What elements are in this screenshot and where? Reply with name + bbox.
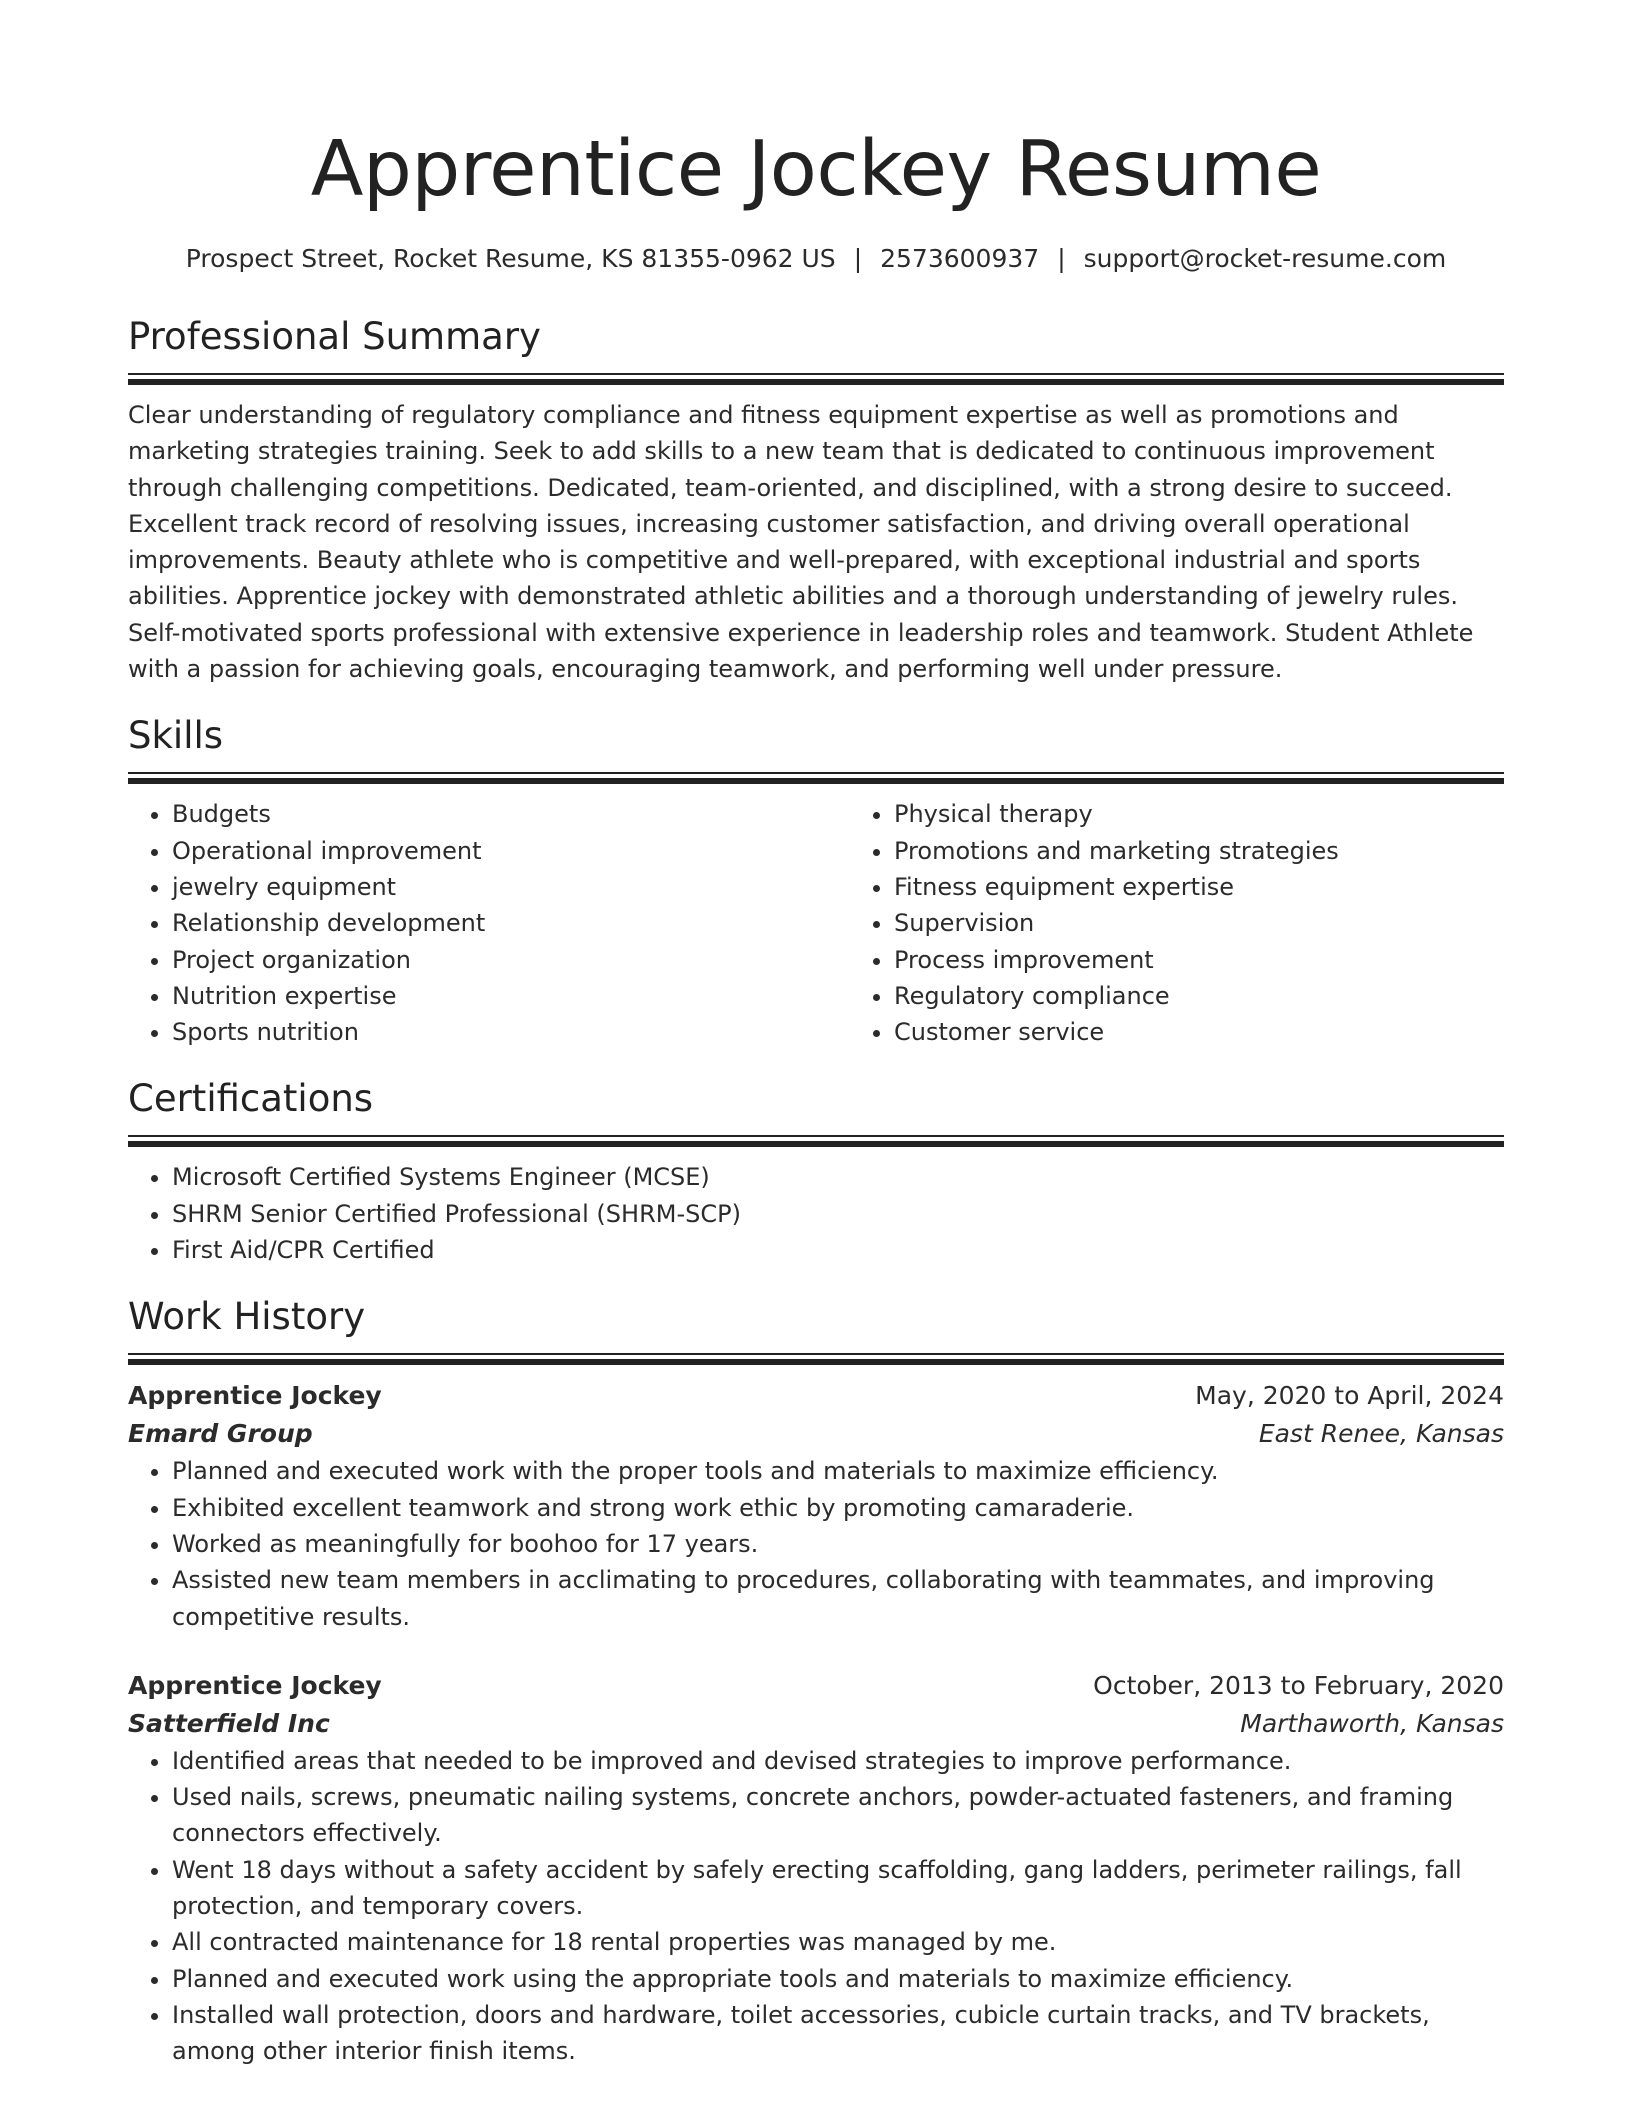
skill-item: • Relationship development	[172, 905, 850, 941]
job-bullet: • Used nails, screws, pneumatic nailing systems, concrete anchors, powder-actuated fasteners, and framing connectors effectively.	[172, 1779, 1504, 1852]
summary-heading: Professional Summary	[128, 315, 541, 358]
contact-email: support@rocket-resume.com	[1083, 244, 1447, 273]
work-history-section	[128, 1294, 1504, 2069]
job-header	[128, 1377, 1504, 1415]
certifications-heading: Certifications	[128, 1077, 374, 1121]
contact-phone: 2573600937	[880, 244, 1040, 273]
job-title: Apprentice Jockey	[128, 1670, 382, 1700]
job-subheader	[128, 1705, 1504, 1743]
skills-grid	[128, 796, 1504, 1050]
certification-item: • Microsoft Certified Systems Engineer (MCSE)	[172, 1159, 1504, 1195]
resume-title: Apprentice Jockey Resume	[310, 125, 1322, 214]
certifications-list	[128, 1159, 1504, 1268]
skill-item: • Nutrition expertise	[172, 978, 850, 1014]
job-entry	[128, 1667, 1504, 2070]
skill-item: • Regulatory compliance	[894, 978, 1572, 1014]
summary-section	[128, 314, 1504, 687]
skill-item: • Project organization	[172, 942, 850, 978]
job-entry	[128, 1377, 1504, 1634]
skill-item: • Customer service	[894, 1014, 1572, 1050]
skill-item: • Sports nutrition	[172, 1014, 850, 1050]
contact-address: Prospect Street, Rocket Resume, KS 81355-0962 US	[185, 244, 836, 273]
skills-heading: Skills	[128, 714, 224, 758]
job-company: Emard Group	[128, 1419, 313, 1449]
job-header	[128, 1667, 1504, 1705]
section-divider	[128, 373, 1504, 385]
certifications-section	[128, 1076, 1504, 1268]
job-bullet: • All contracted maintenance for 18 rental properties was managed by me.	[172, 1924, 1504, 1960]
skill-item: • Fitness equipment expertise	[894, 869, 1572, 905]
job-title: Apprentice Jockey	[128, 1381, 382, 1411]
summary-text: Clear understanding of regulatory compliance and fitness equipment expertise as well as promotions and marketing strategies training. Seek to add skills to a new team that is dedicated to continuous improvement through challenging competitions. Dedicated, team-oriented, and disciplined, with a strong desire to succeed. Excellent track record of resolving issues, increasing customer satisfaction, and driving overall operational improvements. Beauty athlete who is competitive and well-prepared, with exceptional industrial and sports abilities. Apprentice jockey with demonstrated athletic abilities and a thorough understanding of jewelry rules. Self-motivated sports professional with extensive experience in leadership roles and teamwork. Student Athlete with a passion for achieving goals, encouraging teamwork, and performing well under pressure.	[128, 401, 1474, 684]
job-bullet: • Exhibited excellent teamwork and strong work ethic by promoting camaraderie.	[172, 1490, 1504, 1526]
job-bullets	[128, 1743, 1504, 2070]
skill-item: • Physical therapy	[894, 796, 1572, 832]
skills-list-left	[128, 796, 850, 1050]
skill-item: • Supervision	[894, 905, 1572, 941]
job-bullet: • Planned and executed work using the appropriate tools and materials to maximize efficiency.	[172, 1961, 1504, 1997]
job-bullet: • Worked as meaningfully for boohoo for 17 years.	[172, 1526, 1504, 1562]
work-history-heading: Work History	[128, 1295, 366, 1339]
resume-page	[128, 0, 1504, 2070]
job-subheader	[128, 1415, 1504, 1453]
job-bullet: • Installed wall protection, doors and hardware, toilet accessories, cubicle curtain tracks, and TV brackets, among other interior finish items.	[172, 1997, 1504, 2070]
skill-item: • Promotions and marketing strategies	[894, 833, 1572, 869]
skill-item: • Process improvement	[894, 942, 1572, 978]
contact-separator: |	[1057, 244, 1066, 273]
job-company: Satterfield Inc	[128, 1708, 330, 1738]
contact-line	[128, 244, 1504, 274]
skill-item: • Budgets	[172, 796, 850, 832]
job-bullets	[128, 1453, 1504, 1634]
certification-item: • First Aid/CPR Certified	[172, 1232, 1504, 1268]
skills-list-right	[850, 796, 1572, 1050]
job-bullet: • Planned and executed work with the proper tools and materials to maximize efficiency.	[172, 1453, 1504, 1489]
job-bullet: • Assisted new team members in acclimating to procedures, collaborating with teammates, and improving competitive results.	[172, 1562, 1504, 1635]
section-divider	[128, 772, 1504, 784]
section-divider	[128, 1135, 1504, 1147]
skill-item: • jewelry equipment	[172, 869, 850, 905]
section-divider	[128, 1353, 1504, 1365]
job-dates: October, 2013 to February, 2020	[1093, 1670, 1504, 1700]
job-location: East Renee, Kansas	[1258, 1419, 1504, 1449]
skill-item: • Operational improvement	[172, 833, 850, 869]
job-location: Marthaworth, Kansas	[1240, 1708, 1504, 1738]
job-bullet: • Identified areas that needed to be improved and devised strategies to improve performance.	[172, 1743, 1504, 1779]
job-bullet: • Went 18 days without a safety accident by safely erecting scaffolding, gang ladders, perimeter railings, fall protection, and temporary covers.	[172, 1852, 1504, 1925]
contact-separator: |	[853, 244, 863, 273]
skills-section	[128, 713, 1504, 1050]
job-dates: May, 2020 to April, 2024	[1195, 1381, 1504, 1411]
certification-item: • SHRM Senior Certified Professional (SHRM-SCP)	[172, 1196, 1504, 1232]
